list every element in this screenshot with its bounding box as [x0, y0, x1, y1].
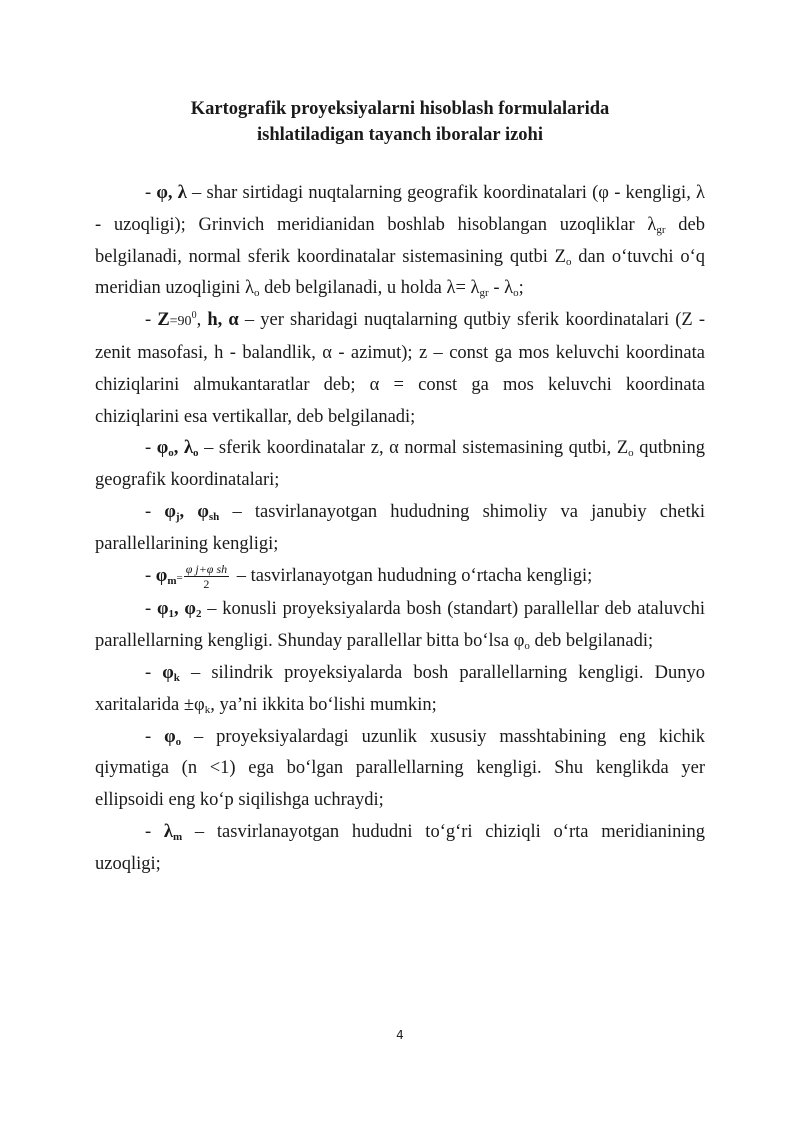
- list-dash: -: [145, 726, 165, 747]
- term-phi-lambda: φ, λ: [156, 183, 187, 203]
- list-dash: -: [145, 565, 156, 586]
- paragraph-z-h-alpha: - $Z=90^0$, h, α – yer sharidagi nuqtalarning qutbiy sferik koordinatalari (Z - zenit masofasi, h - balandlik, α - azimut); z – const ga mos keluvchi koordinata chiziqlarini almukantaratlar deb; α = const ga mos keluvchi koordinata chiziqlarini esa vertikallar, deb belgilanadi;: [95, 310, 705, 427]
- term-h-alpha: h, α: [207, 310, 239, 331]
- term-z: Z: [157, 310, 170, 331]
- list-dash: -: [145, 183, 157, 203]
- term-phi-j: $\varphi_j$: [164, 501, 180, 523]
- fraction-denominator: 2: [203, 576, 210, 591]
- term-phi-1: $\varphi_1$: [156, 599, 174, 621]
- paragraph-lambda-m: - $\lambda_m$ – tasvirlanayotgan hududni to‘g‘ri chiziqli o‘rta meridianining uzoqligi;: [95, 821, 705, 874]
- list-dash: -: [145, 310, 158, 331]
- paragraph-phi-m: - $\varphi_m=$ $\frac{\text{φ j+φ sh}}{2}$ – tasvirlanayotgan hududning o‘rtacha kengligi;: [145, 561, 593, 591]
- list-dash: -: [145, 438, 157, 459]
- term-phi-o-min: $\varphi_o$: [164, 726, 182, 748]
- term-phi-sh: $\varphi_{sh}$: [197, 501, 220, 523]
- paragraph-phi-o-lambda-o: - $\varphi_o$, $\lambda_o$ – sferik koordinatalar z, α normal sistemasining qutbi, $Z_o$ qutbning geografik koordinatalari;: [95, 438, 705, 491]
- term-phi-2: $\varphi_2$: [184, 599, 202, 621]
- paragraph-phi-lambda: - φ, λ – shar sirtidagi nuqtalarning geografik koordinatalari (φ - kengligi, λ - uzoqligi); Grinvich meridianidan boshlab hisoblangan uzoqliklar $\lambda_{gr}$ deb belgilanadi, normal sferik koordinatalar sistemasining qutbi $Z_o$ dan o‘tuvchi o‘q meridian uzoqligini $\lambda_o$ deb belgilanadi, u holda $\lambda= \lambda_{gr} - \lambda_o$;: [95, 183, 705, 300]
- page-title: [95, 96, 705, 148]
- document-body: [95, 178, 705, 881]
- paragraph-phi-k: - $\varphi_k$ – silindrik proyeksiyalarda bosh parallellarning kengligi. Dunyo xaritalarida $\pm\varphi_k$, ya’ni ikkita bo‘lishi mumkin;: [95, 662, 705, 716]
- term-phi-o: $\varphi_o$: [156, 438, 174, 460]
- paragraph-phi-1-phi-2: - $\varphi_1$, $\varphi_2$ – konusli proyeksiyalarda bosh (standart) parallellar deb ataluvchi parallellarning kengligi. Shunday parallellar bitta bo‘lsa $\varphi_o$ deb belgilanadi;: [95, 599, 705, 653]
- term-lambda-o: $\lambda_o$: [183, 438, 199, 460]
- list-dash: -: [145, 501, 165, 522]
- paragraph-phi-j-phi-sh: - $\varphi_j$, $\varphi_{sh}$ – tasvirlanayotgan hududning shimoliy va janubiy chetki parallellarining kengligi;: [95, 501, 705, 554]
- title-line-2: ishlatiladigan tayanch iboralar izohi: [257, 125, 543, 145]
- paragraph-phi-o-min-scale: - $\varphi_o$ – proyeksiyalardagi uzunlik xususiy masshtabining eng kichik qiymatiga (n <1) ega bo‘lgan parallellarning kengligi. Shu kenglikda yer ellipsoidi eng ko‘p siqilishga uchraydi;: [95, 726, 705, 811]
- title-line-1: Kartografik proyeksiyalarni hisoblash formulalarida: [190, 99, 610, 119]
- page-number: 4: [396, 1028, 404, 1042]
- list-dash: -: [145, 662, 163, 683]
- formula-fraction: [184, 562, 229, 591]
- list-dash: -: [145, 599, 157, 620]
- term-lambda-m: $\lambda_m$: [163, 821, 183, 843]
- list-dash: -: [145, 821, 164, 842]
- fraction-numerator: φ j+φ sh: [185, 561, 228, 576]
- term-phi-m: $\varphi_m$: [155, 565, 177, 587]
- term-phi-k: $\varphi_k$: [162, 662, 180, 684]
